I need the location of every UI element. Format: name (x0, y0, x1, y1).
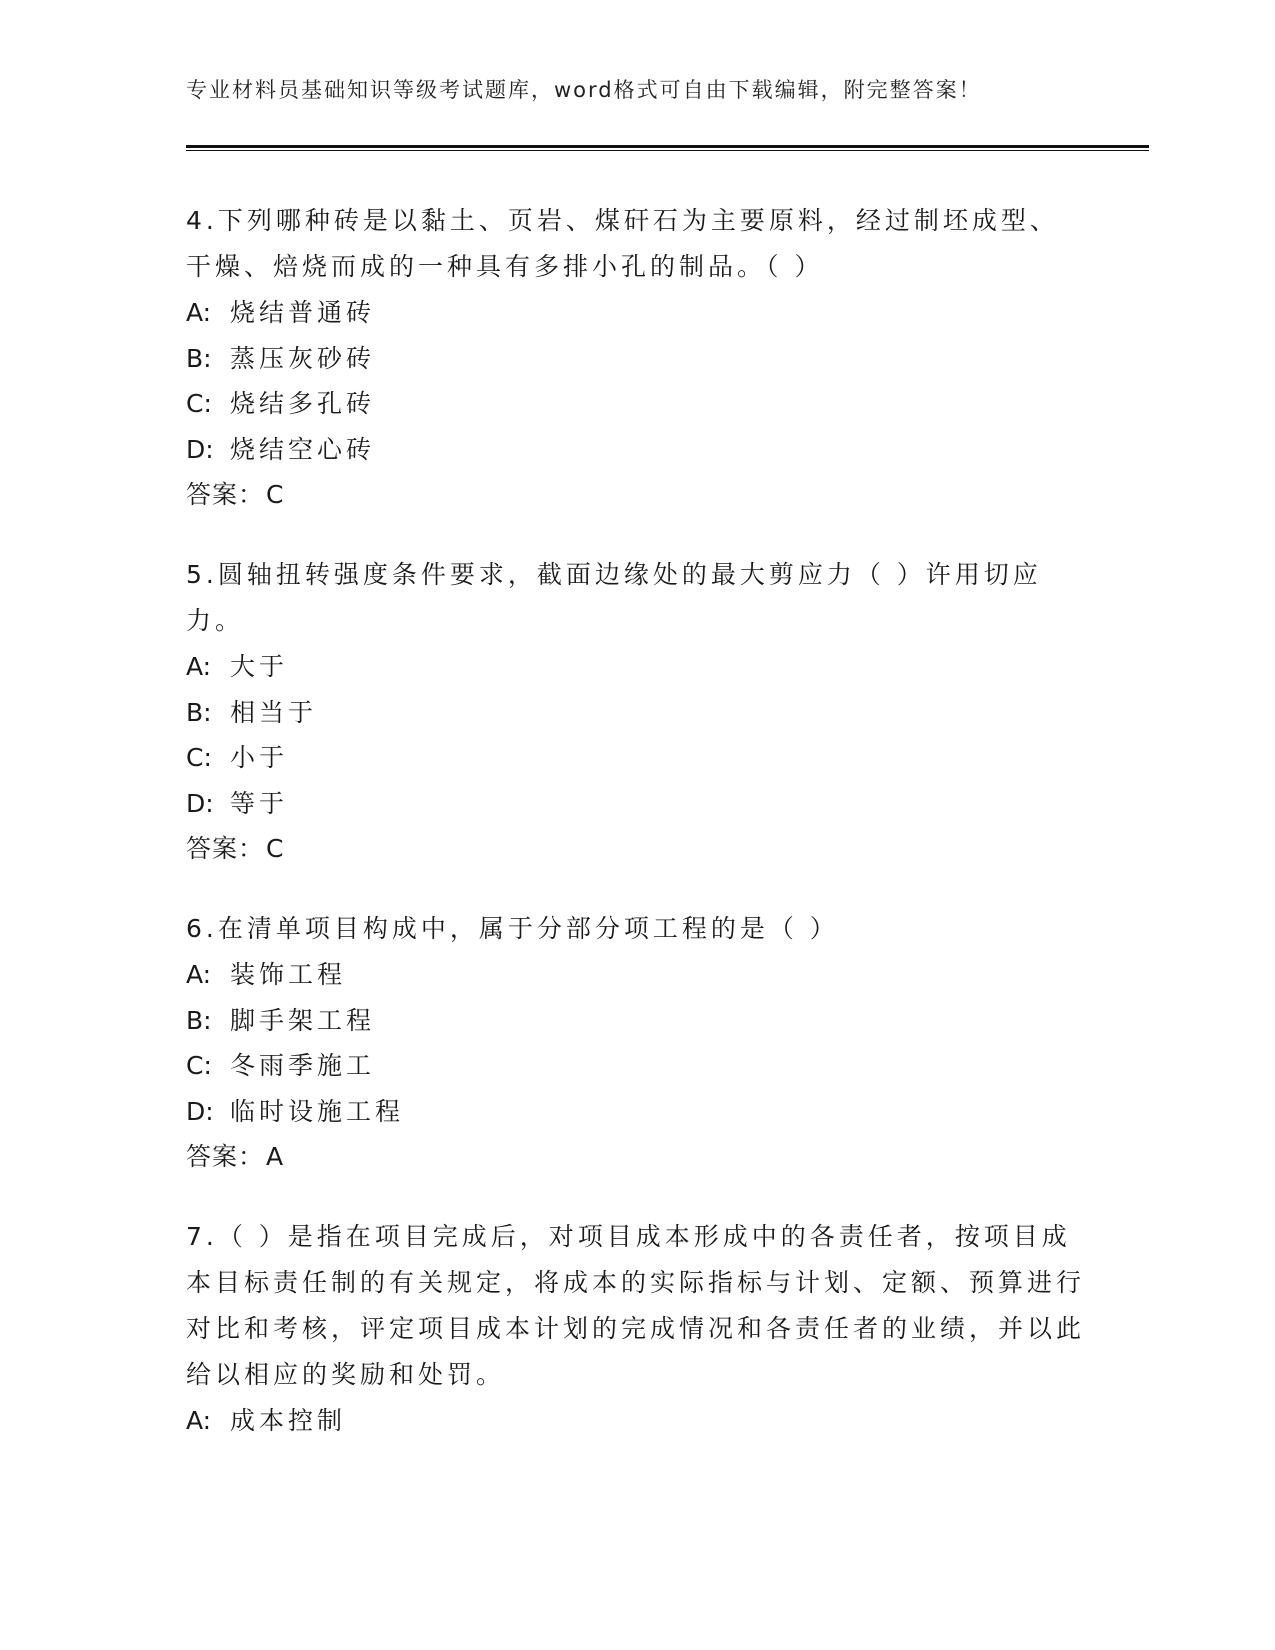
option-text: 烧结空心砖 (230, 434, 376, 464)
answer-value: A (266, 1142, 285, 1171)
option-letter: A: (186, 298, 212, 327)
answer-label: 答案： (186, 480, 265, 509)
option-text: 大于 (230, 652, 289, 681)
page-header: 专业材料员基础知识等级考试题库，word格式可自由下载编辑，附完整答案！ (186, 78, 982, 102)
option-letter: B: (186, 1005, 212, 1035)
header-rule-thin (186, 150, 1149, 151)
question-4 (186, 198, 1086, 518)
option-text: 烧结多孔砖 (230, 389, 376, 418)
option-letter: D: (186, 1096, 214, 1126)
option-a (186, 644, 1086, 690)
question-stem: 6.在清单项目构成中，属于分部分项工程的是（ ） (186, 914, 839, 943)
option-d (186, 781, 1086, 827)
option-letter: B: (186, 697, 212, 727)
option-c (186, 1043, 1086, 1089)
option-text: 冬雨季施工 (230, 1051, 376, 1080)
option-a (186, 290, 1086, 336)
answer-label: 答案： (186, 1142, 265, 1171)
question-5 (186, 552, 1086, 872)
option-text: 相当于 (230, 697, 318, 727)
question-stem: 5.圆轴扭转强度条件要求，截面边缘处的最大剪应力（ ）许用切应力。 (186, 560, 1042, 635)
option-text: 烧结普通砖 (230, 298, 376, 327)
option-letter: D: (186, 434, 214, 464)
option-letter: C: (186, 389, 212, 418)
option-letter: D: (186, 788, 214, 818)
question-stem: 4.下列哪种砖是以黏土、页岩、煤矸石为主要原料，经过制坯成型、干燥、焙烧而成的一种具有多排小孔的制品。（ ） (186, 206, 1059, 281)
answer-value: C (266, 834, 285, 863)
answer-value: C (266, 480, 285, 509)
option-letter: A: (186, 652, 212, 681)
option-b (186, 690, 1086, 736)
option-a (186, 952, 1086, 998)
option-b (186, 336, 1086, 382)
option-text: 蒸压灰砂砖 (230, 343, 376, 373)
option-d (186, 427, 1086, 473)
option-b (186, 998, 1086, 1044)
answer-line (186, 1134, 1086, 1180)
option-text: 脚手架工程 (230, 1005, 376, 1035)
option-text: 临时设施工程 (230, 1096, 405, 1126)
option-letter: B: (186, 343, 212, 373)
question-6 (186, 906, 1086, 1180)
question-list (186, 198, 1086, 1478)
question-stem: 7.（ ）是指在项目完成后，对项目成本形成中的各责任者，按项目成本目标责任制的有关规定，将成本的实际指标与计划、定额、预算进行对比和考核，评定项目成本计划的完成情况和各责任者的业绩，并以此给以相应的奖励和处罚。 (186, 1222, 1086, 1389)
option-a (186, 1398, 1086, 1444)
option-c (186, 735, 1086, 781)
header-rule-thick (186, 145, 1149, 148)
option-c (186, 381, 1086, 427)
question-7 (186, 1214, 1086, 1444)
answer-line (186, 826, 1086, 872)
option-text: 装饰工程 (230, 960, 347, 989)
option-letter: C: (186, 743, 212, 772)
answer-line (186, 472, 1086, 518)
option-letter: A: (186, 960, 212, 989)
option-letter: A: (186, 1406, 212, 1435)
option-text: 等于 (230, 788, 289, 818)
answer-label: 答案： (186, 834, 265, 863)
option-text: 成本控制 (230, 1406, 347, 1435)
option-letter: C: (186, 1051, 212, 1080)
option-text: 小于 (230, 743, 289, 772)
option-d (186, 1089, 1086, 1135)
